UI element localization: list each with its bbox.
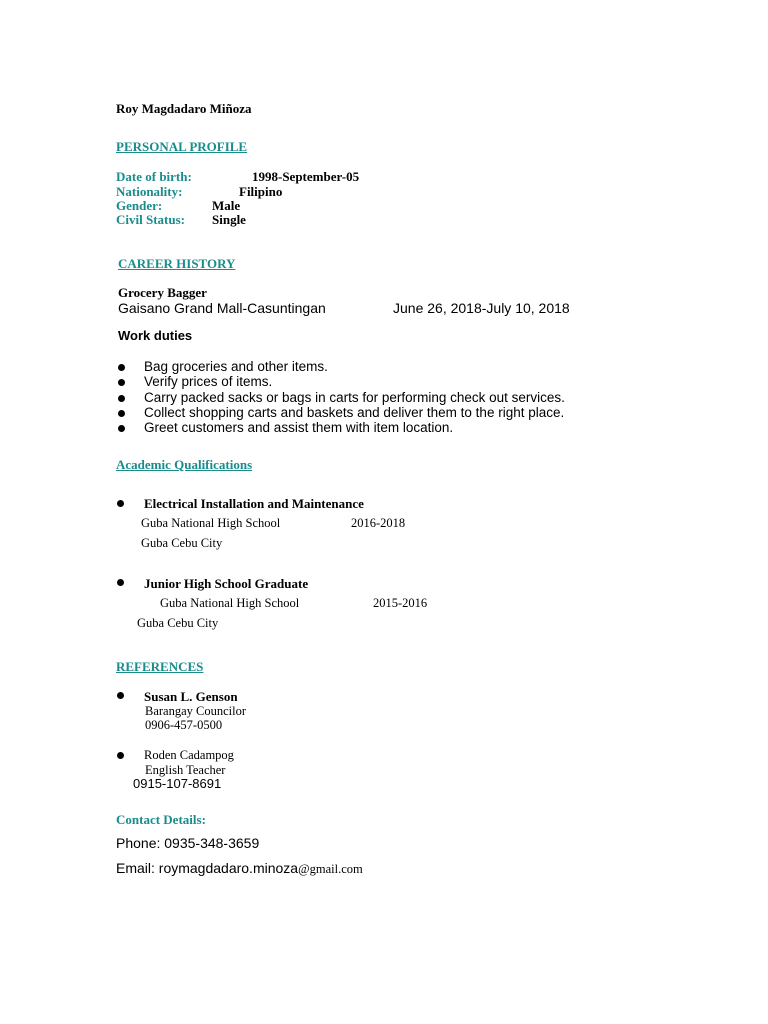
duty-item: Carry packed sacks or bags in carts for performing check out services.	[144, 390, 565, 405]
contact-phone: Phone: 0935-348-3659	[116, 835, 260, 851]
bullet-icon	[118, 410, 125, 417]
resume-name: Roy Magdadaro Miñoza	[116, 101, 252, 116]
bullet-icon	[118, 425, 125, 432]
reference-name: Roden Cadampog	[144, 748, 234, 762]
academic-heading: Academic Qualifications	[116, 457, 253, 472]
job-title: Grocery Bagger	[118, 285, 207, 300]
gender-value: Male	[212, 198, 241, 213]
contact-heading: Contact Details:	[116, 812, 206, 827]
bullet-icon	[118, 379, 125, 386]
contact-email	[116, 860, 363, 878]
reference-role: English Teacher	[145, 763, 226, 777]
work-duties-heading: Work duties	[118, 328, 193, 343]
nationality-label: Nationality:	[116, 184, 183, 199]
qualification-title: Junior High School Graduate	[144, 576, 309, 591]
duty-item: Verify prices of items.	[144, 374, 273, 389]
civil-status-label: Civil Status:	[116, 212, 185, 227]
employment-dates: June 26, 2018-July 10, 2018	[393, 300, 570, 316]
references-heading: REFERENCES	[116, 659, 204, 674]
nationality-value: Filipino	[239, 184, 283, 199]
bullet-icon	[117, 579, 124, 586]
bullet-icon	[117, 752, 124, 759]
dob-value: 1998-September-05	[252, 169, 360, 184]
reference-phone: 0915-107-8691	[133, 776, 222, 791]
qualification-location: Guba Cebu City	[137, 616, 219, 630]
bullet-icon	[118, 364, 125, 371]
duty-item: Bag groceries and other items.	[144, 359, 328, 374]
bullet-icon	[118, 395, 125, 402]
qualification-years: 2016-2018	[351, 516, 406, 530]
duty-item: Greet customers and assist them with item location.	[144, 420, 454, 435]
career-history-heading: CAREER HISTORY	[118, 256, 236, 271]
civil-status-value: Single	[212, 212, 246, 227]
contact-email-local: Email: roymagdadaro.minoza	[116, 860, 299, 876]
bullet-icon	[117, 692, 124, 699]
qualification-location: Guba Cebu City	[141, 536, 223, 550]
contact-email-domain: @gmail.com	[298, 862, 363, 876]
personal-profile-heading: PERSONAL PROFILE	[116, 139, 248, 154]
qualification-title: Electrical Installation and Maintenance	[144, 496, 364, 511]
qualification-school: Guba National High School	[141, 516, 281, 530]
duty-item: Collect shopping carts and baskets and deliver them to the right place.	[144, 405, 565, 420]
reference-phone: 0906-457-0500	[145, 718, 223, 732]
gender-label: Gender:	[116, 198, 163, 213]
qualification-school: Guba National High School	[160, 596, 300, 610]
qualification-years: 2015-2016	[373, 596, 428, 610]
bullet-icon	[117, 500, 124, 507]
dob-label: Date of birth:	[116, 169, 192, 184]
reference-name: Susan L. Genson	[144, 689, 238, 704]
reference-role: Barangay Councilor	[145, 704, 247, 718]
employer: Gaisano Grand Mall-Casuntingan	[118, 300, 326, 316]
